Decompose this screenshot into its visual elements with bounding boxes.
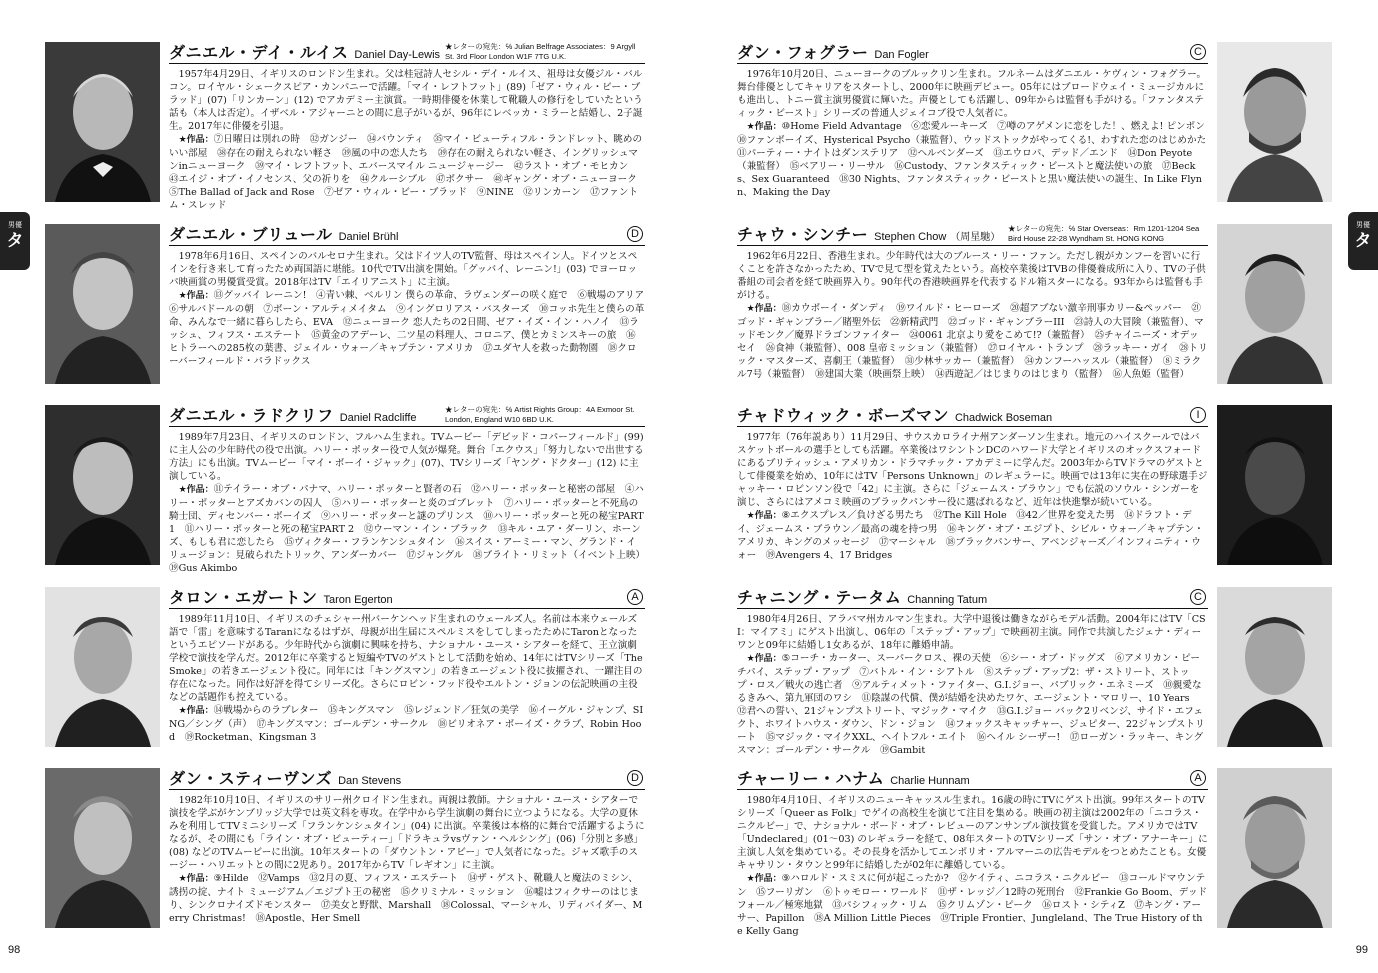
filmography: [169, 872, 645, 925]
works-label: ★作品：: [746, 122, 782, 132]
works-label: ★作品：: [178, 874, 214, 884]
biography: 1978年6月16日、スペインのバルセロナ生まれ。父はドイツ人のTV監督、母はスペイン人。ドイツとスペインを行き来して育ったため両国語に堪能。10代でTV出演を開始。「グッバイ、レーニン!」(03) でヨーロッパ映画賞の男優賞受賞。2018年はTV「エイリアニスト」に主演。: [169, 251, 638, 288]
entry-header: [737, 768, 1208, 790]
section-tab-left: [0, 212, 30, 270]
works-label: ★作品：: [178, 135, 214, 145]
works-list: ⑪テイラー・オブ・パナマ、ハリー・ポッターと賢者の石 ⑫ハリー・ポッターと秘密の部屋 ④ハリー・ポッターとアズカバンの囚人 ⑤ハリー・ポッターと炎のゴブレット ⑦ハリー・ポッターと不死鳥の騎士団、ディセンバー・ボーイズ ⑨ハリー・ポッターと謎のプリンス ⑩ハリー・ポッターと死の秘宝PART 1 ⑪ハリー・ポッターと死の秘宝PART 2 ⑫ウーマン・イン・ブラック ⑬キル・ユア・ダーリン、ホーンズ、もしも君に恋したら ⑮ヴィクター・フランケンシュタイン ⑯スイス・アーミー・マン、グランド・イリュージョン：見破られたトリック、アンダーカバー ⑰ジャングル ⑱ブライト・リミット（イベント上映） ⑲Gus Akimbo: [169, 484, 650, 574]
portrait-image: [1217, 405, 1332, 565]
works-list: ⑬グッバイ レーニン! ④青い棘、ベルリン 僕らの革命、ラヴェンダーの咲く庭で ⑥戦場のアリア ⑥サルバドールの朝 ⑦ボーン・アルティメイタム ⑨イングロリアス・バスターズ ⑩コッホ先生と僕らの革命、みんなで一緒に暮らしたら、EVA ⑫ニューヨーク 恋人たちの2日間、ゼア・イズ・イン・ハノイ ⑬ラッシュ、フィフス・エステート ⑮黄金のアデーレ、二ツ星の料理人、コロニア、僕とカミンスキーの旅 ⑯ヒトラーへの285枚の葉書、ジェイル・ウォー／キャプテン・アメリカ ⑰ユダヤ人を救った動物園 ⑱クローバーフィールド・パラドックス: [169, 290, 654, 367]
portrait-image: [45, 768, 160, 928]
entry-body: [737, 42, 1216, 202]
works-label: ★作品：: [178, 291, 214, 301]
actor-entry: [45, 42, 647, 211]
actor-photo: [1217, 768, 1332, 928]
entry-header: [169, 224, 645, 246]
actor-name-jp: ダン・フォグラー: [737, 43, 869, 62]
portrait-image: [1217, 587, 1332, 747]
portrait-image: [45, 42, 160, 202]
portrait-image: [45, 587, 160, 747]
works-list: ⑨ハロルド・スミスに何が起こったか? ⑫ケイティ、ニコラス・ニクルビー ⑬コールドマウンテン ⑮フーリガン ⑥トゥモロー・ワールド ⑪ザ・レッジ／12時の死刑台 ⑫Frankie Go Boom、デッドフォール／極寒地獄 ⑬パシフィック・リム ⑮クリムゾン・ピーク ⑯ロスト・シティZ ⑰キング・アーサー、Papillon ⑱A Million Little Pieces ⑲Triple Frontier、Jungleland、The True History of the Kelly Gang: [737, 873, 1208, 937]
rating-badge: A: [1190, 770, 1206, 786]
entry-header: [737, 42, 1208, 64]
biography: 1976年10月20日、ニューヨークのブルックリン生まれ。フルネームはダニエル・ケヴィン・フォグラー。舞台俳優としてキャリアをスタートし、2000年に映画デビュー。05年にはブロードウェイ・ミュージカルにも進出し、トニー賞主演男優賞に輝いた。声優としても活躍し、09年からは監督も手がける。「ファンタスティック・ビースト」シリーズの普通人ジェイコブ役で人気者に。: [737, 69, 1207, 119]
entry-body: [737, 224, 1208, 384]
actor-name-jp: チャドウィック・ボーズマン: [737, 406, 949, 425]
text-column: [169, 68, 647, 211]
text-column: [169, 613, 645, 747]
actor-name-jp: チャーリー・ハナム: [737, 769, 885, 788]
filmography: [737, 652, 1208, 757]
filmography: [737, 120, 1216, 199]
works-list: ⑨Hilde ⑫Vamps ⑬2月の夏、フィフス・エステート ⑭ザ・ゲスト、靴職人と魔法のミシン、誘拐の掟、ナイト ミュージアム／エジプト王の秘密 ⑮クリミナル・ミッション ⑯嘘はフィクサーのはじまり、シンクロナイズドモンスター ⑰美女と野獣、Marshall ⑱Colossal、マーシャル、リディバイダー、Merry Christmas! ⑱Apostle、Her Smell: [169, 873, 643, 924]
letter-address: ★レターの宛先：℅ Star Overseas：Rm 1201-1204 Sea Bird House 22-28 Wyndham St. HONG KONG: [1008, 224, 1200, 243]
filmography: [169, 483, 650, 575]
portrait-image: [45, 405, 160, 565]
actor-name-en: Stephen Chow: [874, 231, 947, 243]
section-tab-right: [1348, 212, 1378, 270]
actor-name-en: Daniel Day-Lewis: [354, 49, 441, 61]
works-label: ★作品：: [746, 304, 782, 314]
filmography: [169, 133, 645, 212]
actor-photo: [45, 42, 160, 202]
actor-name-en: Daniel Brühl: [338, 231, 399, 243]
right-page: [689, 0, 1378, 973]
works-list: ⑦日曜日は別れの時 ㉜ガンジー ㉞バウンティ ㉟マイ・ビューティフル・ランドレット、眺めのいい部屋 ㊳存在の耐えられない軽さ ㊴風の中の恋人たち ㊴存在の耐えられない軽さ、イングリッシュマンinニューヨーク ㊴マイ・レフトフット、エバースマイル ニュージャージー ㊷ラスト・オブ・モヒカン ㊸エイジ・オブ・イノセンス、父の祈りを ㊹クルーシブル ㊼ボクサー ㊽ギャング・オブ・ニューヨーク ⑤The Ballad of Jack and Rose ⑦ゼア・ウィル・ビー・ブラッド ⑨NINE ⑫リンカーン ⑰ファントム・スレッド: [169, 134, 647, 211]
actor-name-cn: （周星馳）: [950, 232, 1001, 243]
text-column: [737, 250, 1208, 384]
entry-text: [737, 250, 1208, 384]
text-column: [737, 794, 1208, 937]
actor-entry: [45, 768, 645, 928]
filmography: [169, 704, 645, 744]
actor-name-jp: チャウ・シンチー: [737, 225, 869, 244]
works-label: ★作品：: [746, 654, 782, 664]
actor-name-en: Charlie Hunnam: [890, 775, 970, 787]
entry-text: [737, 431, 1208, 565]
entry-text: [169, 613, 645, 747]
actor-name-en: Dan Fogler: [874, 49, 929, 61]
actor-entry: [737, 224, 1332, 384]
actor-entry: [737, 42, 1332, 202]
actor-entry: [45, 587, 645, 747]
entry-header: [169, 587, 645, 609]
portrait-image: [45, 224, 160, 384]
entry-text: [737, 613, 1208, 756]
entry-body: [169, 42, 647, 211]
letter-address: ★レターの宛先：℅ Julian Belfrage Associates：9 Argyll St. 3rd Floor London W1F 7TG U.K.: [445, 42, 636, 61]
actor-name-jp: ダニエル・ラドクリフ: [169, 406, 334, 425]
actor-name-en: Daniel Radcliffe: [339, 412, 417, 424]
text-column: [737, 68, 1216, 202]
entry-text: [169, 250, 654, 384]
actor-name-jp: チャニング・テータム: [737, 588, 902, 607]
page-number-right: 99: [1355, 944, 1368, 956]
works-label: ★作品：: [746, 874, 782, 884]
works-list: ⑱カウボーイ・ダンディ ⑲ワイルド・ヒーローズ ⑳超アブない激辛刑事カリー&ペッパー ㉑ゴッド・ギャンブラー／賭聖外伝 ㉒新精武門 ㉒ゴッド・ギャンブラーIII ㉓詩人の大冒険（兼監督）、マッドモンク／魔界ドラゴンファイター ㉔0061 北京より愛をこめて!?（兼監督） ㉕チャイニーズ・オデッセイ ㉖食神（兼監督）、008 皇帝ミッション（兼監督） ㉗ロイヤル・トランプ ㉘ラッキー・ガイ ㉘トリック・マスターズ、喜劇王（兼監督） ㉛少林サッカー（兼監督） ㉞カンフーハッスル（兼監督） ⑧ミラクル7号（兼監督） ⑩建国大業（映画祭上映） ⑭西遊記／はじまりのはじまり（監督） ⑯人魚姫（監督）: [737, 303, 1208, 380]
portrait-image: [1217, 224, 1332, 384]
entry-body: [169, 587, 645, 747]
entry-text: [169, 68, 647, 211]
actor-name-en: Channing Tatum: [907, 594, 988, 606]
biography: 1989年11月10日、イギリスのチェシャー州バーケンヘッド生まれのウェールズ人。名前は本来ウェールズ語で「雷」を意味するTaranになるはずが、母親が出生届にスペルミスをしてしまったためにTaronとなったというエピソードがある。少年時代から演劇に興味を持ち、ナショナル・ユース・シアターを経て、王立演劇学校で演技を学んだ。2012年に卒業すると短編やTVのゲストとして活動を始め、14年にはTVシリーズ「The Smoke」の若きエージェント役に。同年には「キングスマン」の若きエージェント役に抜擢され、一躍注目の存在になった。同作は好評を得てシリーズ化。さらにロビン・フッド役やエルトン・ジョンの伝記映画の主役などの話題作も控えている。: [169, 614, 643, 703]
portrait-image: [1217, 768, 1332, 928]
works-list: ⑭戦場からのラブレター ⑮キングスマン ⑮レジェンド／狂気の美学 ⑯イーグル・ジャンプ、SING／シング（声） ⑰キングスマン：ゴールデン・サークル ⑱ビリオネア・ボーイズ・クラブ、Robin Hood ⑲Rocketman、Kingsman 3: [169, 705, 644, 743]
text-column: [169, 431, 650, 574]
actor-name-en: Dan Stevens: [338, 775, 402, 787]
works-list: ⑩Home Field Advantage ⑥恋愛ルーキーズ ⑦噂のアゲメンに恋をした！、燃えよ! ピンポン ⑩ファンボーイズ、Hysterical Psycho（兼監督）、ウッドストックがやってくる!、わすれた恋のはじめかた ⑪パーティー・ナイトはダンステリア ⑫ヘルベンダーズ ⑬エウロパ、デッド／エンド ⑭Don Peyote（兼監督） ⑮ベアリー・リーサル ⑯Custody、ファンタスティック・ビーストと魔法使いの旅 ⑰Becks、Sex Guaranteed ⑱30 Nights、ファンタスティック・ビーストと黒い魔法使いの誕生、In Like Flynn、Making the Day: [737, 121, 1216, 198]
works-label: ★作品：: [178, 485, 214, 495]
section-tab-letter: タ: [1354, 231, 1372, 251]
rating-badge: A: [627, 589, 643, 605]
entry-text: [737, 794, 1208, 937]
entry-header: [737, 587, 1208, 609]
letter-address: ★レターの宛先：℅ Artist Rights Group：4A Exmoor St. London, England W10 6BD U.K.: [445, 405, 635, 424]
actor-name-en: Taron Egerton: [323, 594, 393, 606]
section-tab-category: 男優: [1356, 221, 1370, 229]
entry-header: [737, 405, 1208, 427]
text-column: [737, 613, 1208, 756]
biography: 1989年7月23日、イギリスのロンドン、フルハム生まれ。TVムービー「デビッド・コパーフィールド」(99) に主人公の少年時代の役で出演。ハリー・ポッター役で人気が爆発。舞台「エクウス」「努力しないで出世する方法」にも出演。TVムービー「マイ・ボーイ・ジャック」(07)、TVシリーズ「ヤング・ドクター」(12) に主演している。: [169, 432, 644, 482]
entry-text: [169, 794, 645, 928]
portrait-image: [1217, 42, 1332, 202]
entry-header: [169, 405, 645, 427]
filmography: [737, 302, 1208, 381]
actor-entry: [737, 587, 1332, 756]
biography: 1982年10月10日、イギリスのサリー州クロイドン生まれ。両親は教師。ナショナル・ユース・シアターで演技を学ぶがケンブリッジ大学では英文科を専攻。在学中から学生演劇の舞台に立つようになる。大学の夏休みを利用してTVミニシリーズ「フランケンシュタイン」(04) に出演。卒業後は本格的に舞台で活躍するようになるが、その間にも「ライン・オブ・ビューティー」「ドラキュラvsヴァン・ヘルシング」(06)「分別と多感」(08) などのTVムービーに出演。10年スタートの「ダウントン・アビー」で人気者になった。ジャズ歌手のスージー・ハリエットとの間に2児あり。2017年からTV「レギオン」に主演。: [169, 795, 645, 871]
entry-header: [737, 224, 1208, 246]
biography: 1957年4月29日、イギリスのロンドン生まれ。父は桂冠詩人セシル・デイ・ルイス、祖母は女優ジル・バルコン。ロイヤル・シェークスピア・カンパニーで活躍。「マイ・レフトフット」(89)「ゼア・ウィル・ビー・ブラッド」(07)「リンカーン」(12) でアカデミー主演賞。一時期俳優を休業して靴職人の修行をしていたという話も（本人は否定）。イザベル・アジャーニとの間に息子がいるが、96年にレベッカ・ミラーと結婚し、2子誕生。2017年に俳優を引退。: [169, 69, 643, 132]
biography: 1962年6月22日、香港生まれ。少年時代は大のブルース・リー・ファン。ただし親がカンフーを習いに行くことを許さなかったため、TVで見て型を覚えたという。高校卒業後はTVBの俳優養成所に入り、TVの子供番組の司会者を経て映画界入り。90年代の香港映画界を代表するドル箱スターになる。93年からは監督も手がける。: [737, 251, 1206, 301]
entry-body: [169, 405, 650, 574]
entry-header: [169, 42, 645, 64]
actor-name-jp: タロン・エガートン: [169, 588, 318, 607]
rating-badge: C: [1190, 589, 1206, 605]
biography: 1980年4月26日、アラバマ州カルマン生まれ。大学中退後は働きながらモデル活動。2004年にはTV「CSI：マイアミ」にゲスト出演し、06年の「ステップ・アップ」で映画初主演。同作で共演したジェナ・ディーワンと09年に結婚し1女あるが、18年に離婚申請。: [737, 614, 1206, 651]
rating-badge: D: [627, 770, 643, 786]
filmography: [737, 509, 1208, 562]
actor-name-jp: ダン・スティーヴンズ: [169, 769, 333, 788]
rating-badge: C: [1190, 44, 1206, 60]
actor-name-jp: ダニエル・デイ・ルイス: [169, 43, 349, 62]
actor-entry: [45, 405, 650, 574]
entry-header: [169, 768, 645, 790]
entry-text: [169, 431, 650, 574]
filmography: [169, 289, 654, 368]
entry-body: [737, 587, 1208, 756]
actor-name-jp: ダニエル・ブリュール: [169, 225, 333, 244]
actor-photo: [1217, 587, 1332, 747]
biography: 1977年（76年説あり）11月29日、サウスカロライナ州アンダーソン生まれ。地元のハイスクールではバスケットボールの選手としても活躍。卒業後はワシントンDCのハワード大学とイギリスのオックスフォードにあるブリティッシュ・アメリカン・ドラマチック・アカデミーに学んだ。2003年からTVドラマのゲストとして俳優業を始め、10年にはTV「Persons Unknown」のレギュラーに。映画では13年に実在の野球選手ジャッキー・ロビンソン役で「42」に主演。さらに「ジェームス・ブラウン」でも伝説のソウル・シンガーを演じ、さらにはアメコミ映画のブラックパンサー役に選ばれるなど、近年は快進撃が続いている。: [737, 432, 1208, 508]
entry-body: [169, 768, 645, 928]
works-list: ⑧エクスプレス／負けざる男たち ⑫The Kill Hole ⑬42／世界を変えた男 ⑭ドラフト・デイ、ジェームス・ブラウン／最高の魂を持つ男 ⑯キング・オブ・エジプト、シビル・ウォー／キャプテン・アメリカ、キングのメッセージ ⑰マーシャル ⑱ブラックパンサー、アベンジャーズ／インフィニティ・ウォー ⑲Avengers 4、17 Bridges: [737, 510, 1204, 561]
works-label: ★作品：: [746, 511, 782, 521]
actor-photo: [45, 587, 160, 747]
actor-photo: [45, 224, 160, 384]
actor-photo: [45, 405, 160, 565]
entry-body: [169, 224, 654, 384]
works-label: ★作品：: [178, 706, 214, 716]
section-tab-letter: タ: [6, 231, 24, 251]
text-column: [737, 431, 1208, 565]
actor-photo: [1217, 405, 1332, 565]
entry-body: [737, 768, 1208, 937]
actor-name-en: Chadwick Boseman: [954, 412, 1053, 424]
filmography: [737, 872, 1208, 938]
actor-photo: [1217, 224, 1332, 384]
entry-text: [737, 68, 1216, 202]
entry-body: [737, 405, 1208, 565]
section-tab-category: 男優: [8, 221, 22, 229]
rating-badge: I: [1190, 407, 1206, 423]
rating-badge: D: [627, 226, 643, 242]
actor-entry: [737, 405, 1332, 565]
actor-photo: [1217, 42, 1332, 202]
text-column: [169, 794, 645, 928]
works-list: ⑤コーチ・カーター、スーパークロス、裸の天使 ⑥シー・オブ・ドッグズ ⑥アメリカン・ピーチパイ、ステップ・アップ ⑦バトル・イン・シアトル ⑧ステップ・アップ2：ザ・ストリート、ストップ・ロス／戦火の逃亡者 ⑨アルティメット・ファイター、G.I.ジョー、パブリック・エネミーズ ⑩親愛なるきみへ、第九軍団のワシ ⑪陰謀の代償、僕が結婚を決めたワケ、エージェント・マロリー、10 Years ⑫君への誓い、21ジャンプストリート、マジック・マイク ⑬G.I.ジョー バック2リベンジ、サイド・エフェクト、ホワイトハウス・ダウン、ドン・ジョン ⑭フォックスキャッチャー、ジュピター、22ジャンプストリート ⑮マジック・マイクXXL、ヘイトフル・エイト ⑯ヘイル シーザー! ⑰ローガン・ラッキー、キングスマン：ゴールデン・サークル ⑲Gambit: [737, 653, 1205, 756]
actor-photo: [45, 768, 160, 928]
biography: 1980年4月10日、イギリスのニューキャッスル生まれ。16歳の時にTVにゲスト出演。99年スタートのTVシリーズ「Queer as Folk」でゲイの高校生を演じて注目を集める。映画の初主演は2002年の「ニコラス・ニクルビー」で、ナショナル・ボード・オブ・レビューのアンサンブル演技賞を受賞した。アメリカではTV「Undeclared」(01～03) のレギュラーを経て、08年スタートのTVシリーズ「サン・オブ・アナーキー」に主演し人気を集めている。その長身を活かしてエンポリオ・アルマーニの広告モデルをつとめたことも。女優キャサリン・タウンと99年に結婚したが02年に離婚している。: [737, 795, 1208, 871]
text-column: [169, 250, 654, 384]
actor-entry: [45, 224, 654, 384]
actor-entry: [737, 768, 1332, 937]
page-number-left: 98: [8, 944, 21, 956]
